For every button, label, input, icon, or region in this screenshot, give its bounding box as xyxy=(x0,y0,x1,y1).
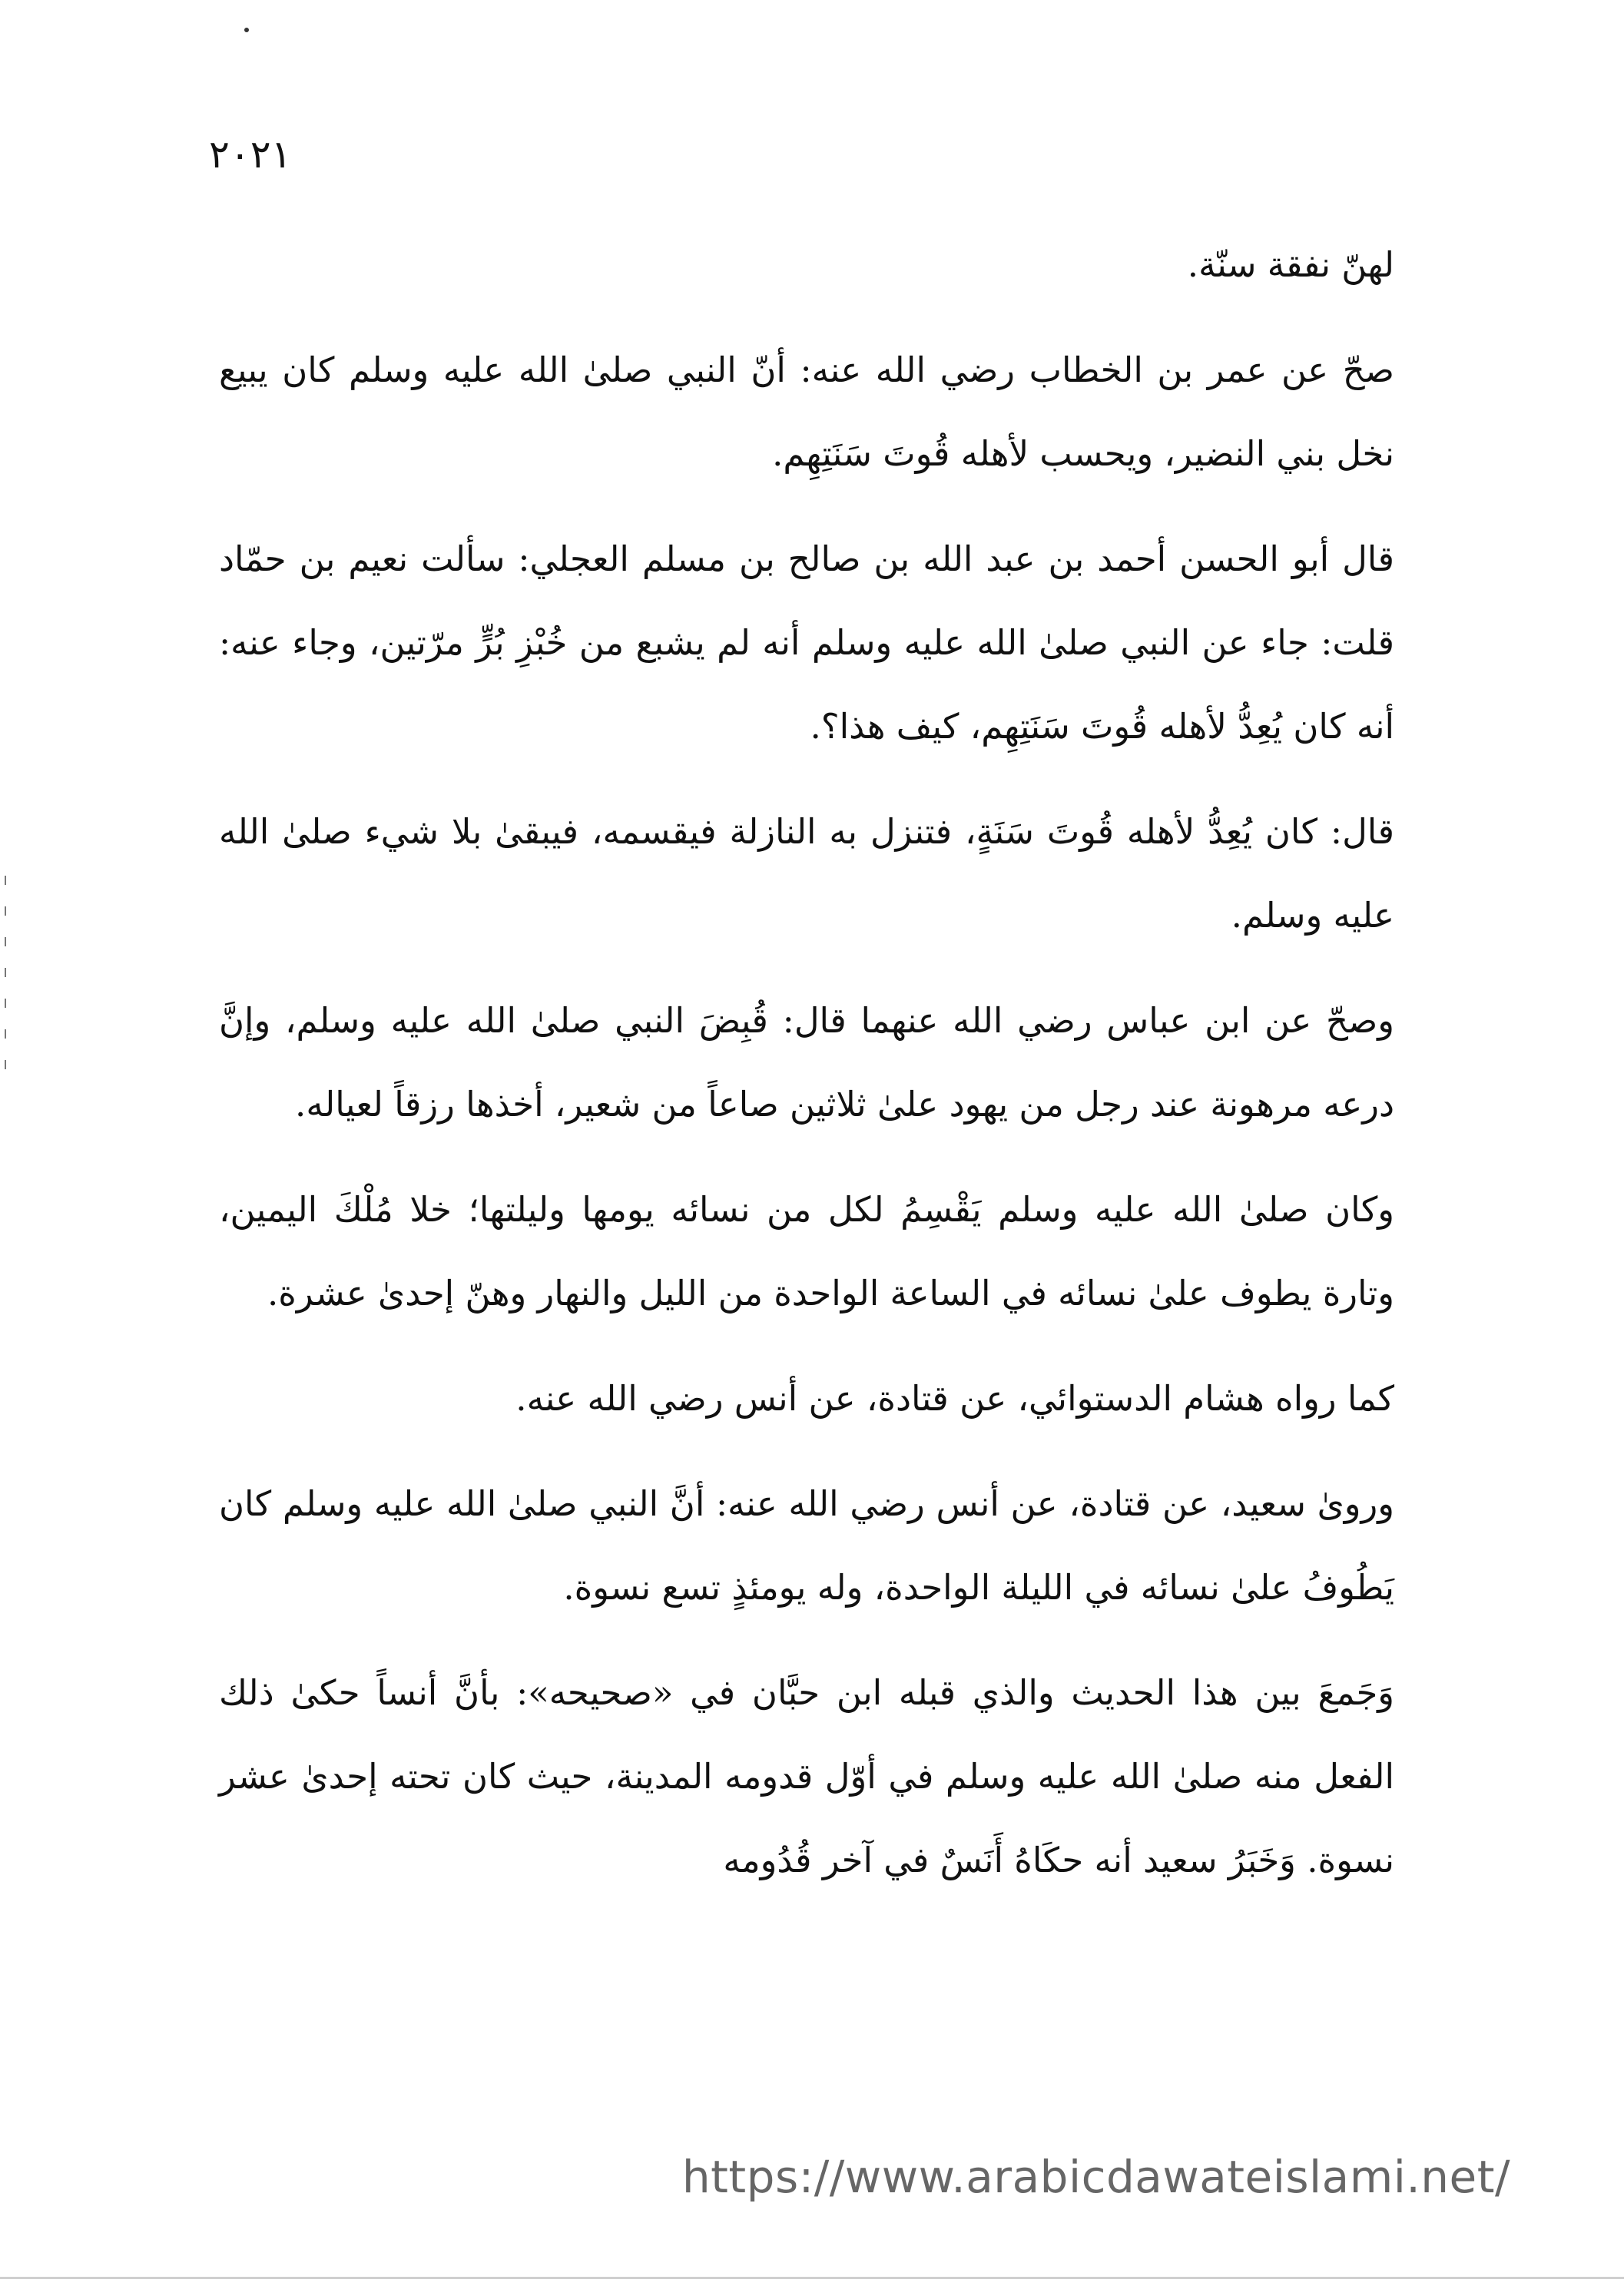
body-text xyxy=(219,223,1394,1923)
watermark-url: https://www.arabicdawateislami.net/ xyxy=(681,2151,1510,2203)
scan-margin-marks xyxy=(3,876,8,1129)
scan-edge-line xyxy=(0,2277,1624,2279)
paragraph-2: صحّ عن عمر بن الخطاب رضي الله عنه: أنّ النبي صلىٰ الله عليه وسلم كان يبيع نخل بني النضير، ويحسب لأهله قُوتَ سَنَتِهِم. xyxy=(219,350,1394,474)
scan-dot xyxy=(244,28,249,32)
paragraph-7: كما رواه هشام الدستوائي، عن قتادة، عن أنس رضي الله عنه. xyxy=(515,1378,1394,1419)
paragraph-1: لهنّ نفقة سنّة. xyxy=(1187,244,1394,285)
paragraph-5: وصحّ عن ابن عباس رضي الله عنهما قال: قُبِضَ النبي صلىٰ الله عليه وسلم، وإنَّ درعه مرهونة عند رجل من يهود علىٰ ثلاثين صاعاً من شعير، أخذها رزقاً لعياله. xyxy=(219,1000,1394,1125)
paragraph-4: قال: كان يُعِدُّ لأهله قُوتَ سَنَةٍ، فتنزل به النازلة فيقسمه، فيبقىٰ بلا شيء صلىٰ الله عليه وسلم. xyxy=(219,811,1394,936)
page-number: ٢٠٢١ xyxy=(209,132,292,177)
paragraph-6: وكان صلىٰ الله عليه وسلم يَقْسِمُ لكل من نسائه يومها وليلتها؛ خلا مُلْكَ اليمين، وتارة يطوف علىٰ نسائه في الساعة الواحدة من الليل والنهار وهنّ إحدىٰ عشرة. xyxy=(219,1189,1394,1314)
paragraph-3: قال أبو الحسن أحمد بن عبد الله بن صالح بن مسلم العجلي: سألت نعيم بن حمّاد قلت: جاء عن النبي صلىٰ الله عليه وسلم أنه لم يشبع من خُبْزِ بُرٍّ مرّتين، وجاء عنه: أنه كان يُعِدُّ لأهله قُوتَ سَنَتِهِم، كيف هذا؟. xyxy=(219,538,1394,747)
paragraph-9: وَجَمعَ بين هذا الحديث والذي قبله ابن حبَّان في «صحيحه»: بأنَّ أنساً حكىٰ ذلك الفعل منه صلىٰ الله عليه وسلم في أوّل قدومه المدينة، حيث كان تحته إحدىٰ عشر نسوة. وَخَبَرُ سعيد أنه حكَاهُ أَنَسٌ في آخر قُدُومه xyxy=(219,1672,1394,1880)
paragraph-8: وروىٰ سعيد، عن قتادة، عن أنس رضي الله عنه: أنَّ النبي صلىٰ الله عليه وسلم كان يَطُوفُ علىٰ نسائه في الليلة الواحدة، وله يومئذٍ تسع نسوة. xyxy=(219,1483,1394,1608)
